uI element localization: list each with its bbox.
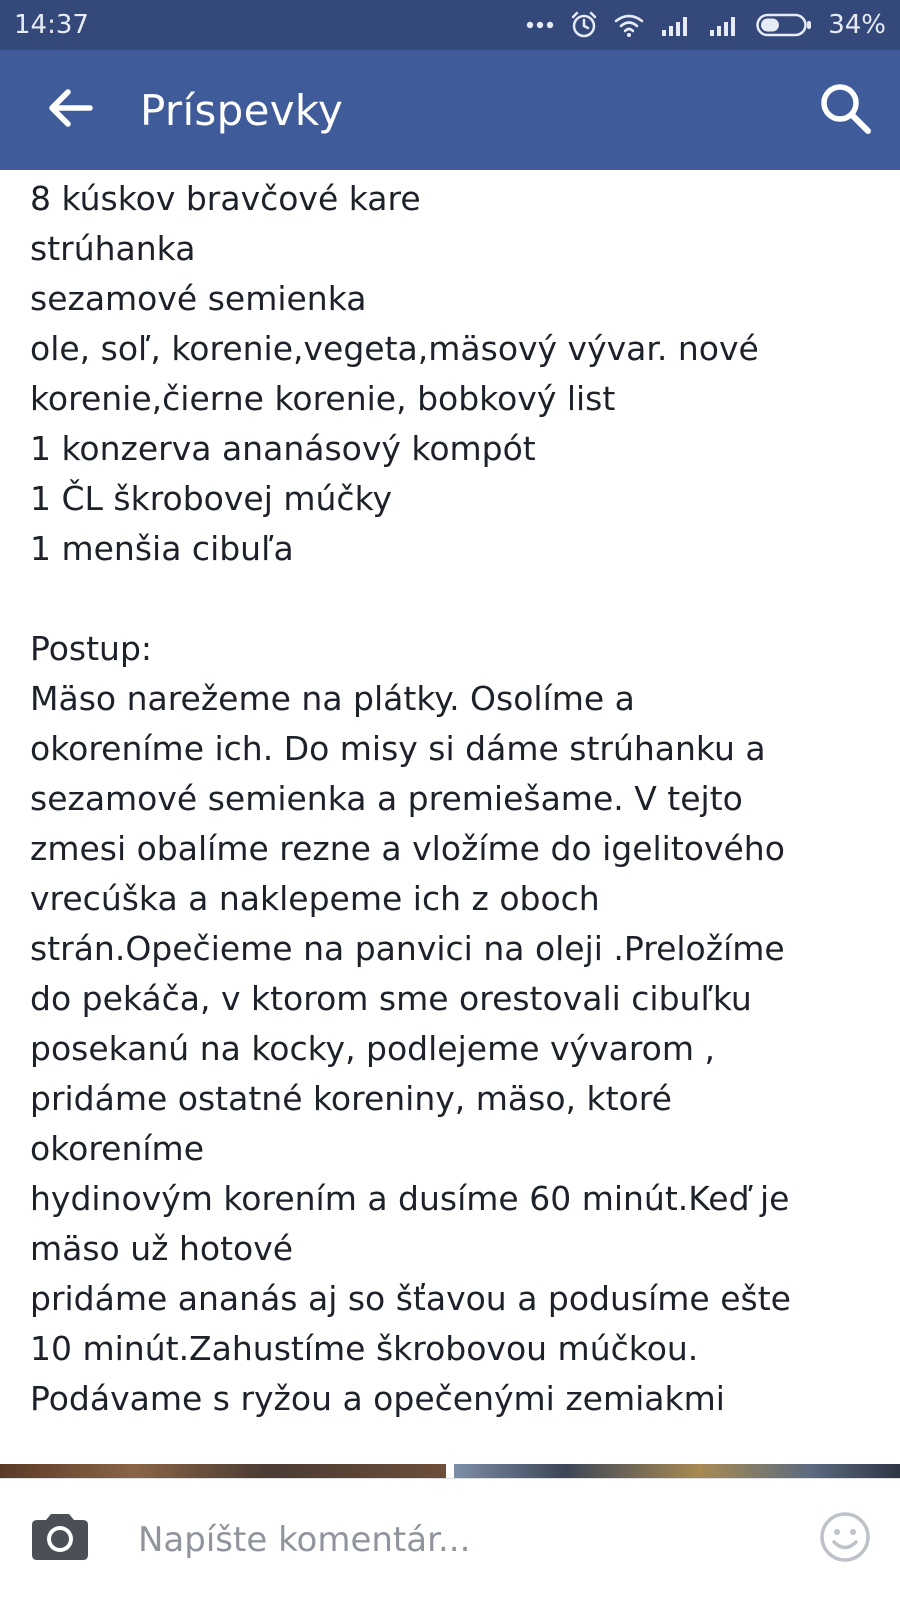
more-dots-icon <box>526 20 554 30</box>
post-text-line: pridáme ostatné koreniny, mäso, ktoré <box>30 1079 672 1118</box>
camera-icon <box>28 1511 92 1568</box>
back-arrow-icon <box>46 88 94 133</box>
status-bar <box>0 0 900 50</box>
post-text-line: 1 konzerva ananásový kompót <box>30 429 536 468</box>
post-text-line: vrecúška a naklepeme ich z oboch <box>30 879 600 918</box>
post-text-line: zmesi obalíme rezne a vložíme do igelitového <box>30 829 785 868</box>
post-text-line: Podávame s ryžou a opečenými zemiakmi <box>30 1379 725 1418</box>
status-icons <box>526 10 886 40</box>
post-text-line: Mäso narežeme na plátky. Osolíme a <box>30 679 635 718</box>
post-text-line: 10 minút.Zahustíme škrobovou múčkou. <box>30 1329 699 1368</box>
comment-composer <box>0 1478 900 1600</box>
photo-thumbnail[interactable] <box>454 1464 900 1478</box>
battery-percent: 34% <box>828 10 886 40</box>
alarm-icon <box>570 11 598 39</box>
post-body <box>30 174 880 1424</box>
search-icon <box>818 81 872 140</box>
post-text-line: 8 kúskov bravčové kare <box>30 179 421 218</box>
post-text-line: 1 menšia cibuľa <box>30 529 294 568</box>
post-text-line: strán.Opečieme na panvici na oleji .Preložíme <box>30 929 785 968</box>
back-button[interactable] <box>0 50 140 170</box>
status-time: 14:37 <box>14 10 89 40</box>
post-text-line: sezamové semienka a premiešame. V tejto <box>30 779 743 818</box>
camera-button[interactable] <box>0 1479 120 1601</box>
photo-thumbnail[interactable] <box>0 1464 446 1478</box>
post-text-line: hydinovým korením a dusíme 60 minút.Keď je <box>30 1179 790 1218</box>
post-text-line: sezamové semienka <box>30 279 367 318</box>
wifi-icon <box>614 13 644 37</box>
post-text-line <box>30 574 880 624</box>
emoji-button[interactable] <box>790 1479 900 1601</box>
post-text-line: pridáme ananás aj so šťavou a podusíme ešte <box>30 1279 791 1318</box>
photo-attachments <box>0 1464 900 1478</box>
post-text-line: okoreníme ich. Do misy si dáme strúhanku a <box>30 729 766 768</box>
emoji-icon <box>819 1511 871 1568</box>
post-text-line: okoreníme <box>30 1129 204 1168</box>
comment-input[interactable] <box>120 1500 790 1580</box>
post-text-line: 1 ČL škrobovej múčky <box>30 479 393 518</box>
post-text-line: do pekáča, v ktorom sme orestovali cibuľku <box>30 979 752 1018</box>
search-button[interactable] <box>790 50 900 170</box>
signal-icon <box>660 13 692 37</box>
post-text-line: Postup: <box>30 629 153 668</box>
post-text-line: korenie,čierne korenie, bobkový list <box>30 379 616 418</box>
battery-icon <box>756 12 812 38</box>
page-title: Príspevky <box>140 85 344 135</box>
post-text-line: mäso už hotové <box>30 1229 294 1268</box>
post-text-line: strúhanka <box>30 229 196 268</box>
post-text-line: posekanú na kocky, podlejeme vývarom , <box>30 1029 715 1068</box>
app-bar <box>0 50 900 170</box>
post-text-line: ole, soľ, korenie,vegeta,mäsový vývar. nové <box>30 329 759 368</box>
signal-icon <box>708 13 740 37</box>
